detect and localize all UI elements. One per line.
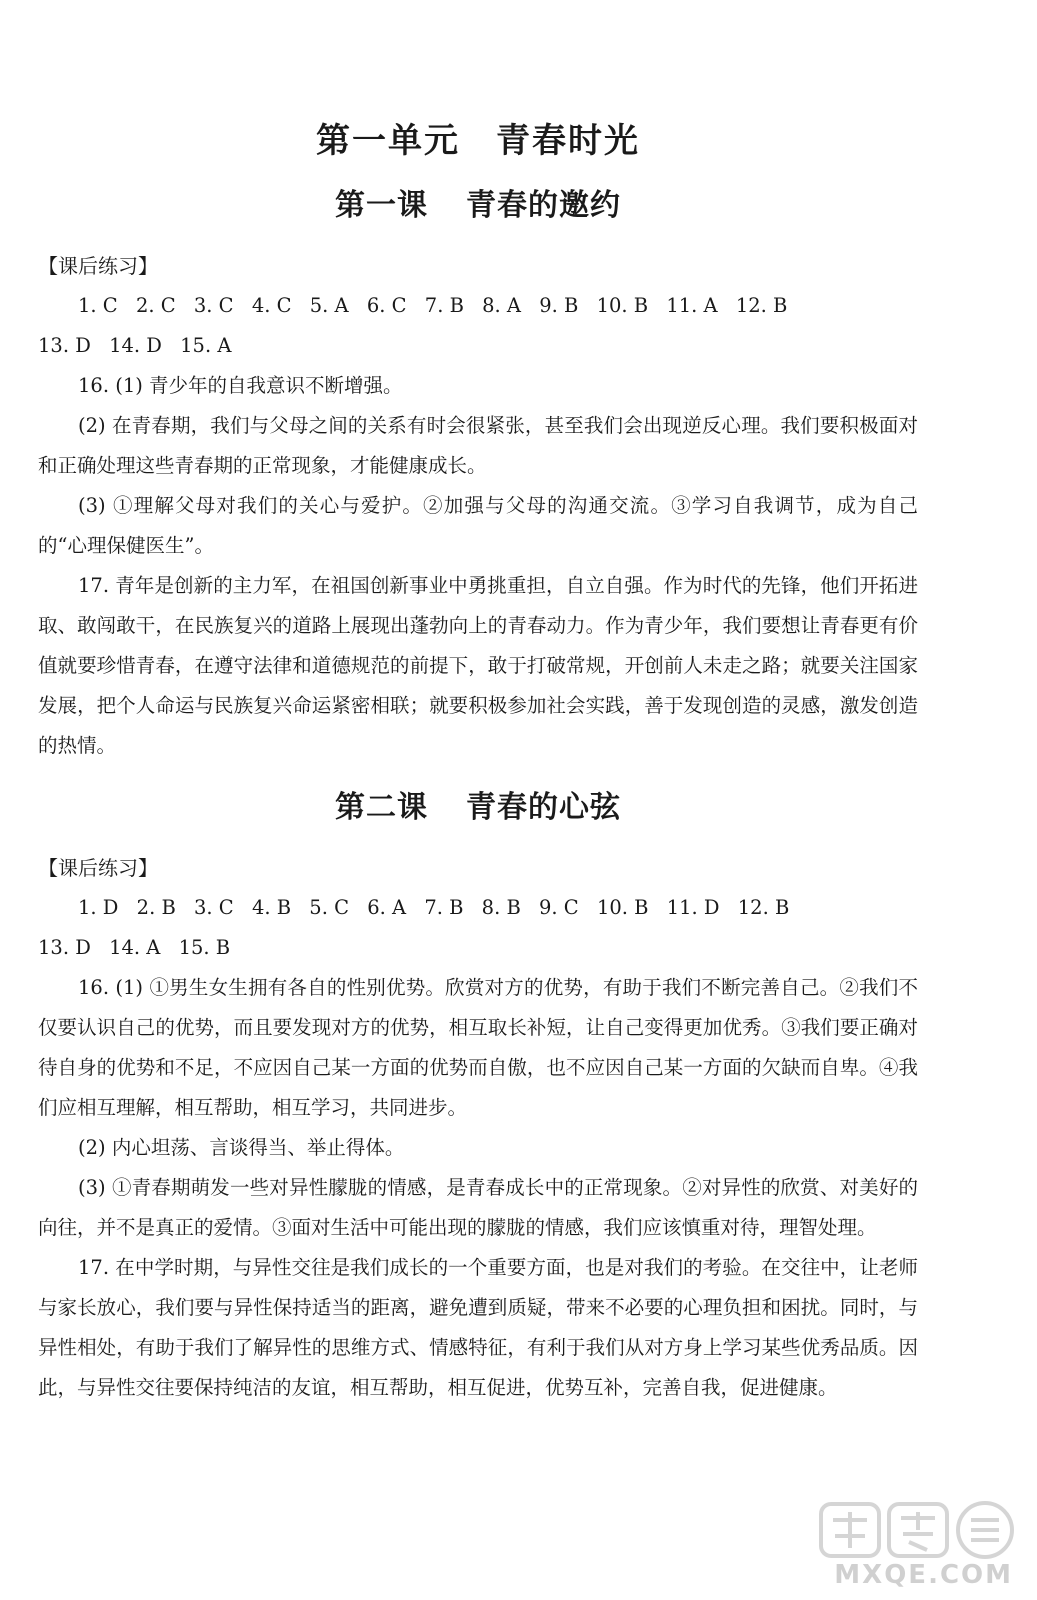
lesson2-q16-part2: (2) 内心坦荡、言谈得当、举止得体。 xyxy=(78,1136,405,1159)
lesson2-mc-row1 xyxy=(38,888,918,928)
lesson1-mc-row1 xyxy=(38,286,918,326)
lesson1-mc-row2 xyxy=(38,326,918,366)
mc-answer: 6. A xyxy=(367,896,407,919)
mc-answer: 7. B xyxy=(424,294,464,317)
page-content xyxy=(38,118,918,1408)
lesson1-title-number: 第一课 xyxy=(335,188,428,223)
lesson2-title xyxy=(38,786,918,830)
mc-answer: 7. B xyxy=(424,896,464,919)
lesson2-mc-row2 xyxy=(38,928,918,968)
mc-answer: 4. B xyxy=(251,896,292,919)
lesson1-q17: 17. 青年是创新的主力军，在祖国创新事业中勇挑重担，自立自强。作为时代的先锋，他们开拓进取、敢闯敢干，在民族复兴的道路上展现出蓬勃向上的青春动力。作为青少年，我们要想让青春更有价值就要珍惜青春，在遵守法律和道德规范的前提下，敢于打破常规，开创前人未走之路；就要关注国家发展，把个人命运与民族复兴命运紧密相联；就要积极参加社会实践，善于发现创造的灵感，激发创造的热情。 xyxy=(38,574,918,757)
mc-answer: 3. C xyxy=(194,896,234,919)
mc-answer: 8. B xyxy=(481,896,521,919)
lesson1-q16-part3: (3) ①理解父母对我们的关心与爱护。②加强与父母的沟通交流。③学习自我调节，成为自己的“心理保健医生”。 xyxy=(38,494,918,557)
mc-answer: 11. A xyxy=(666,294,718,317)
mc-answer: 11. D xyxy=(666,896,720,919)
lesson1-title-name: 青春的邀约 xyxy=(466,188,621,223)
lesson2-q16-part3: (3) ①青春期萌发一些对异性朦胧的情感，是青春成长中的正常现象。②对异性的欣赏、对美好的向往，并不是真正的爱情。③面对生活中可能出现的朦胧的情感，我们应该慎重对待，理智处理。 xyxy=(38,1176,918,1239)
mc-answer: 12. B xyxy=(735,294,788,317)
mc-answer: 4. C xyxy=(251,294,292,317)
mc-answer: 1. D xyxy=(78,896,119,919)
watermark xyxy=(819,1500,1019,1590)
watermark-logo-icon xyxy=(819,1500,1019,1560)
mc-answer: 3. C xyxy=(193,294,234,317)
lesson1-title xyxy=(38,184,918,228)
mc-answer: 5. C xyxy=(309,896,350,919)
unit-title: 第一单元 青春时光 xyxy=(316,121,640,161)
mc-answer: 6. C xyxy=(366,294,407,317)
watermark-site-text: MXQE.COM xyxy=(834,1560,1013,1590)
mc-answer: 13. D xyxy=(38,936,91,959)
mc-answer: 5. A xyxy=(309,294,349,317)
lesson2-q16-part1: 16. (1) ①男生女生拥有各自的性别优势。欣赏对方的优势，有助于我们不断完善自己。②我们不仅要认识自己的优势，而且要发现对方的优势，相互取长补短，让自己变得更加优秀。③我们要正确对待自身的优势和不足，不应因自己某一方面的优势而自傲，也不应因自己某一方面的欠缺而自卑。④我们应相互理解，相互帮助，相互学习，共同进步。 xyxy=(38,976,918,1119)
mc-answer: 10. B xyxy=(596,896,649,919)
mc-answer: 14. A xyxy=(109,936,161,959)
lesson2-title-number: 第二课 xyxy=(335,790,428,825)
mc-answer: 2. C xyxy=(135,294,176,317)
mc-answer: 9. B xyxy=(539,294,579,317)
mc-answer: 1. C xyxy=(78,294,118,317)
lesson2-title-name: 青春的心弦 xyxy=(466,790,621,825)
mc-answer: 9. C xyxy=(539,896,579,919)
mc-answer: 2. B xyxy=(136,896,176,919)
lesson2-section-label: 【课后练习】 xyxy=(38,856,158,880)
mc-answer: 15. A xyxy=(180,334,232,357)
mc-answer: 15. B xyxy=(178,936,231,959)
mc-answer: 14. D xyxy=(109,334,162,357)
mc-answer: 13. D xyxy=(38,334,91,357)
mc-answer: 8. A xyxy=(482,294,522,317)
lesson1-q16-part1: 16. (1) 青少年的自我意识不断增强。 xyxy=(78,374,403,397)
lesson1-q16-part2: (2) 在青春期，我们与父母之间的关系有时会很紧张，甚至我们会出现逆反心理。我们要积极面对和正确处理这些青春期的正常现象，才能健康成长。 xyxy=(38,414,918,477)
mc-answer: 10. B xyxy=(596,294,649,317)
mc-answer: 12. B xyxy=(737,896,790,919)
lesson1-section-label: 【课后练习】 xyxy=(38,254,158,278)
lesson2-q17: 17. 在中学时期，与异性交往是我们成长的一个重要方面，也是对我们的考验。在交往中，让老师与家长放心，我们要与异性保持适当的距离，避免遭到质疑，带来不必要的心理负担和困扰。同时，与异性相处，有助于我们了解异性的思维方式、情感特征，有利于我们从对方身上学习某些优秀品质。因此，与异性交往要保持纯洁的友谊，相互帮助，相互促进，优势互补，完善自我，促进健康。 xyxy=(38,1256,918,1399)
